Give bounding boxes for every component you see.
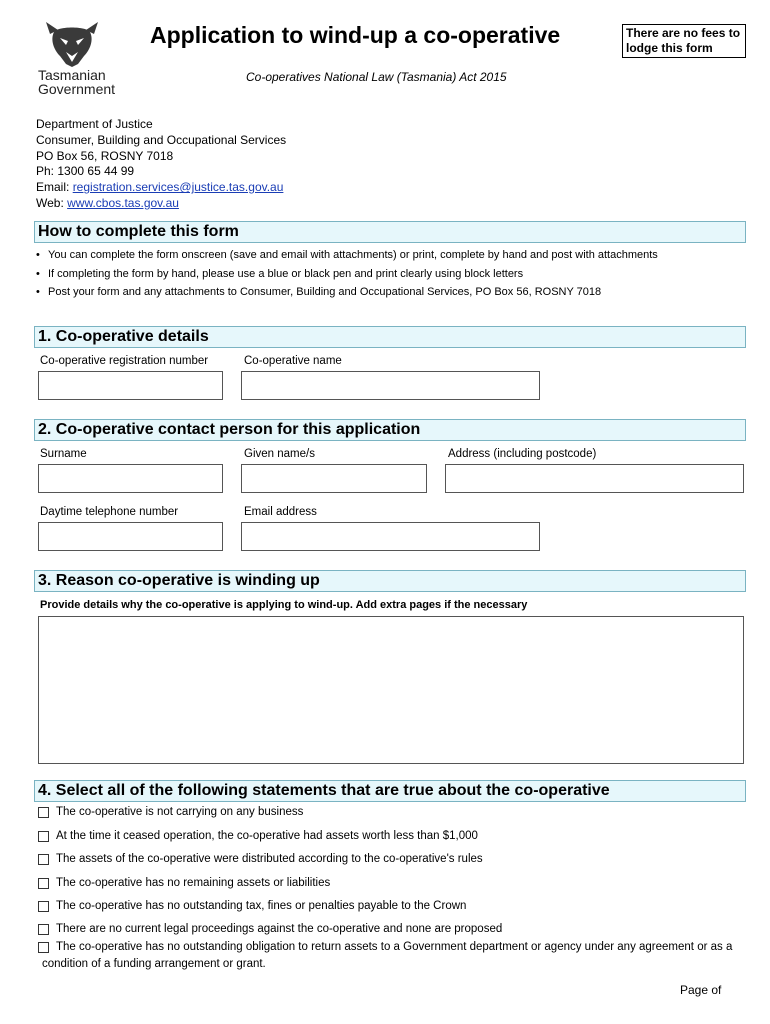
email-label: Email:	[36, 180, 73, 195]
given-names-field[interactable]	[241, 464, 427, 493]
fee-note: There are no fees to lodge this form	[622, 24, 746, 58]
reg-number-field[interactable]	[38, 371, 223, 400]
section4-heading: 4. Select all of the following statements that are true about the co-operative	[34, 780, 746, 802]
reg-number-label: Co-operative registration number	[40, 355, 209, 367]
statement-checkbox[interactable]	[38, 901, 49, 912]
po-box: PO Box 56, ROSNY 7018	[36, 148, 174, 163]
tasmanian-devil-logo-icon	[44, 20, 100, 68]
how-to-list	[36, 246, 658, 302]
statement-checkbox[interactable]	[38, 924, 49, 935]
act-subtitle: Co-operatives National Law (Tasmania) Act 2015	[246, 70, 507, 84]
reason-instruction: Provide details why the co-operative is applying to wind-up. Add extra pages if the necessary	[40, 599, 528, 611]
email-link[interactable]: registration.services@justice.tas.gov.au	[72, 180, 284, 195]
reason-textarea[interactable]	[38, 616, 744, 764]
web-link[interactable]: www.cbos.tas.gov.au	[67, 195, 179, 210]
page-number: Page of	[680, 983, 722, 997]
statement-checkbox[interactable]	[38, 878, 49, 889]
section1-heading: 1. Co-operative details	[34, 326, 746, 348]
section3-heading: 3. Reason co-operative is winding up	[34, 570, 746, 592]
surname-label: Surname	[40, 448, 87, 460]
list-item: • If completing the form by hand, please use a blue or black pen and print clearly using block letters	[36, 267, 524, 280]
email-address-label: Email address	[244, 506, 317, 518]
given-names-label: Given name/s	[244, 448, 315, 460]
surname-field[interactable]	[38, 464, 223, 493]
department: Department of Justice	[36, 117, 153, 131]
contact-block	[36, 117, 286, 212]
list-item: • Post your form and any attachments to Consumer, Building and Occupational Services, PO Box 56, ROSNY 7018	[36, 286, 602, 298]
division: Consumer, Building and Occupational Services	[36, 132, 287, 147]
list-item: • You can complete the form onscreen (save and email with attachments) or print, complete by hand and post with attachments	[36, 249, 658, 261]
address-field[interactable]	[445, 464, 744, 493]
daytime-phone-field[interactable]	[38, 522, 223, 551]
statement-checkbox[interactable]	[38, 807, 49, 818]
phone-label: Ph:	[36, 164, 58, 179]
logo-text: Tasmanian Government	[38, 67, 116, 97]
email-address-field[interactable]	[241, 522, 540, 551]
daytime-phone-label: Daytime telephone number	[40, 506, 179, 518]
phone-number: 1300 65 44 99	[57, 164, 135, 179]
coop-name-label: Co-operative name	[244, 355, 342, 367]
statement-checkbox[interactable]	[38, 854, 49, 865]
statement-checkbox[interactable]	[38, 831, 49, 842]
coop-name-field[interactable]	[241, 371, 540, 400]
address-label: Address (including postcode)	[448, 448, 597, 460]
form-title: Application to wind-up a co-operative	[150, 22, 561, 48]
section2-heading: 2. Co-operative contact person for this application	[34, 419, 746, 441]
web-label: Web:	[36, 195, 68, 210]
how-to-heading: How to complete this form	[34, 221, 746, 243]
statement-checkbox[interactable]	[38, 942, 49, 953]
